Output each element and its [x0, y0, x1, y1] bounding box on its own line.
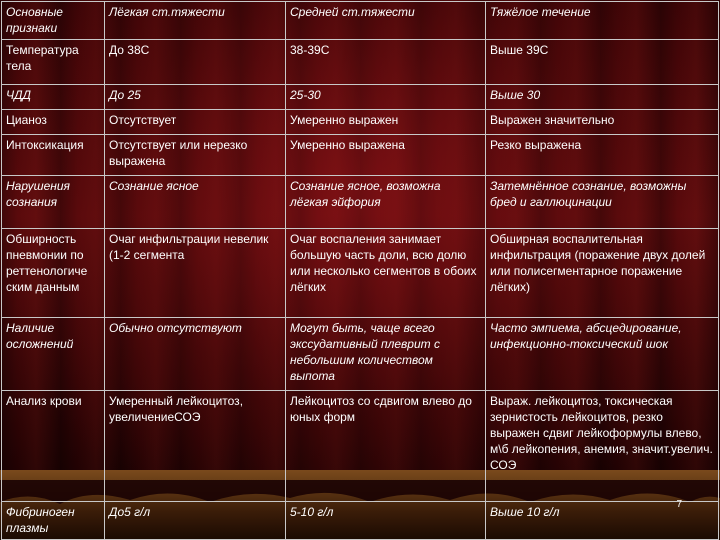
table-cell: Очаг инфильтрации невелик (1-2 сегмента	[105, 229, 286, 318]
table-cell: ЧДД	[2, 85, 105, 110]
table-cell: Выше 10 г/л	[486, 502, 719, 540]
table-cell: До 38С	[105, 40, 286, 85]
table-cell: До 25	[105, 85, 286, 110]
table-cell: Резко выражена	[486, 135, 719, 176]
table-cell: Сознание ясное	[105, 176, 286, 229]
table-cell: Затемнённое сознание, возможны бред и галлюцинации	[486, 176, 719, 229]
table-cell: Умеренно выражен	[286, 110, 486, 135]
table-cell: Умеренный лейкоцитоз, увеличениеСОЭ	[105, 391, 286, 502]
table-cell: Обширная воспалительная инфильтрация (поражение двух долей или полисегментарное поражение лёгких)	[486, 229, 719, 318]
table-cell: Основные признаки	[2, 2, 105, 40]
table-cell: Анализ крови	[2, 391, 105, 502]
table-cell: Выражен значительно	[486, 110, 719, 135]
table-row	[2, 2, 719, 40]
table-cell: Температура тела	[2, 40, 105, 85]
table-cell: Лёгкая ст.тяжести	[105, 2, 286, 40]
table-row	[2, 176, 719, 229]
table-row	[2, 502, 719, 540]
table-row	[2, 40, 719, 85]
table-cell: Выраж. лейкоцитоз, токсическая зернистость лейкоцитов, резко выражен сдвиг лейкоформулы влево, м\б лейкопения, анемия, значит.увелич. СОЭ	[486, 391, 719, 502]
table-cell: Нарушения сознания	[2, 176, 105, 229]
table-cell: Выше 30	[486, 85, 719, 110]
table-cell: 5-10 г/л	[286, 502, 486, 540]
table-cell: Часто эмпиема, абсцедирование, инфекционно-токсический шок	[486, 318, 719, 391]
table-cell: Выше 39С	[486, 40, 719, 85]
table-body	[2, 2, 719, 540]
table-cell: Отсутствует	[105, 110, 286, 135]
table-cell: Интоксикация	[2, 135, 105, 176]
pneumonia-severity-table	[1, 1, 719, 540]
table-row	[2, 318, 719, 391]
table-cell: Могут быть, чаще всего экссудативный плеврит с небольшим количеством выпота	[286, 318, 486, 391]
table-cell: 25-30	[286, 85, 486, 110]
table-cell: Тяжёлое течение	[486, 2, 719, 40]
table-row	[2, 391, 719, 502]
table-cell: Очаг воспаления занимает большую часть доли, всю долю или несколько сегментов в обоих лёгких	[286, 229, 486, 318]
table-row	[2, 229, 719, 318]
table-cell: Сознание ясное, возможна лёгкая эйфория	[286, 176, 486, 229]
table-row	[2, 110, 719, 135]
page-number: 7	[676, 499, 682, 510]
table-cell: Средней ст.тяжести	[286, 2, 486, 40]
table-cell: 38-39С	[286, 40, 486, 85]
table-cell: Обычно отсутствуют	[105, 318, 286, 391]
table-row	[2, 85, 719, 110]
table-row	[2, 135, 719, 176]
table-cell: Обширность пневмонии по реттенологиче ским данным	[2, 229, 105, 318]
table-cell: Умеренно выражена	[286, 135, 486, 176]
table-cell: Наличие осложнений	[2, 318, 105, 391]
table-cell: Цианоз	[2, 110, 105, 135]
table-cell: До5 г/л	[105, 502, 286, 540]
table-cell: Фибриноген плазмы	[2, 502, 105, 540]
table-cell: Отсутствует или нерезко выражена	[105, 135, 286, 176]
table-cell: Лейкоцитоз со сдвигом влево до юных форм	[286, 391, 486, 502]
